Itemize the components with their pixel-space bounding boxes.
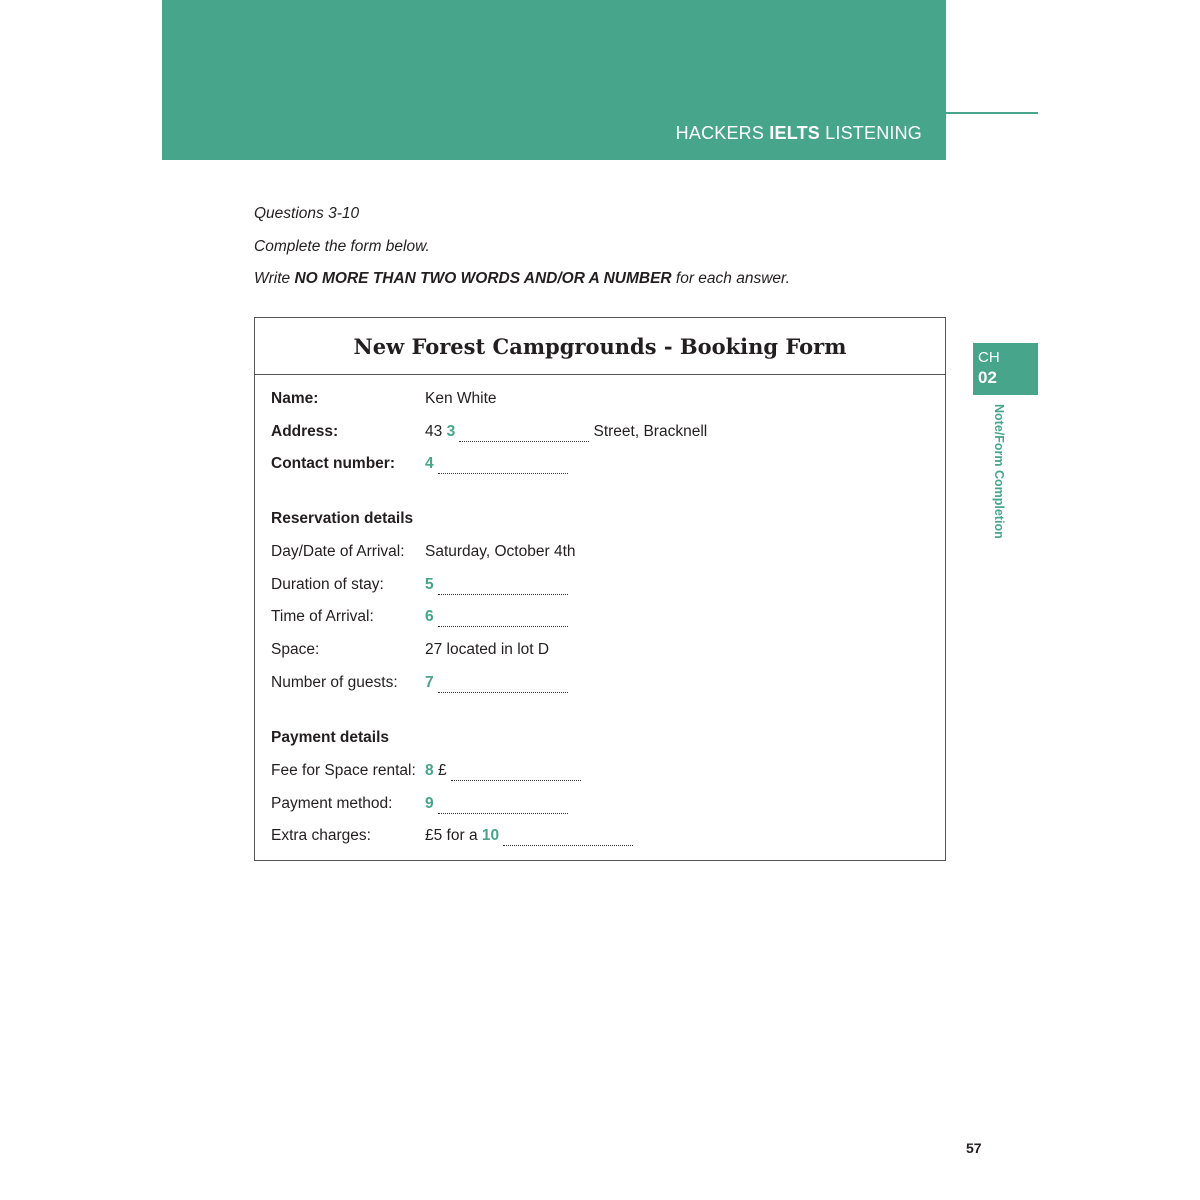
question-number: 7 bbox=[425, 674, 434, 691]
form-header bbox=[255, 318, 945, 375]
task-instruction: Complete the form below. bbox=[254, 237, 430, 255]
reservation-heading: Reservation details bbox=[271, 510, 414, 527]
contact-label: Contact number: bbox=[271, 455, 395, 472]
payment-heading: Payment details bbox=[271, 729, 390, 746]
answer-blank-5[interactable] bbox=[438, 580, 568, 595]
duration-value bbox=[425, 575, 568, 595]
chapter-tab bbox=[973, 343, 1038, 395]
question-number: 9 bbox=[425, 795, 434, 812]
method-value bbox=[425, 794, 568, 814]
answer-blank-9[interactable] bbox=[438, 799, 568, 814]
contact-value bbox=[425, 454, 568, 474]
address-value: 43 3 Street, Bracknell bbox=[425, 423, 708, 440]
space-value: 27 located in lot D bbox=[425, 641, 550, 658]
word-limit-instruction: Write NO MORE THAN TWO WORDS AND/OR A NUMBER for each answer. bbox=[254, 270, 790, 287]
method-label: Payment method: bbox=[271, 795, 393, 812]
arrival-time-label: Time of Arrival: bbox=[271, 608, 374, 625]
answer-blank-4[interactable] bbox=[438, 459, 568, 474]
header-banner bbox=[162, 0, 946, 160]
extra-label: Extra charges: bbox=[271, 827, 371, 844]
name-label: Name: bbox=[271, 390, 319, 407]
arrival-date-value: Saturday, October 4th bbox=[425, 543, 576, 560]
booking-form bbox=[254, 317, 946, 861]
fee-label: Fee for Space rental: bbox=[271, 762, 416, 779]
form-title: New Forest Campgrounds - Booking Form bbox=[353, 333, 847, 359]
address-label: Address: bbox=[271, 423, 339, 440]
answer-blank-6[interactable] bbox=[438, 612, 568, 627]
question-number: 4 bbox=[425, 455, 434, 472]
page-number: 57 bbox=[966, 1140, 982, 1156]
question-number: 5 bbox=[425, 576, 434, 593]
fee-value: 8 £ bbox=[425, 761, 581, 781]
answer-blank-10[interactable] bbox=[503, 831, 633, 846]
duration-label: Duration of stay: bbox=[271, 576, 384, 593]
guests-value bbox=[425, 673, 568, 693]
book-title: HACKERS IELTS LISTENING bbox=[675, 123, 922, 143]
chapter-label: CH bbox=[978, 349, 1000, 366]
arrival-time-value bbox=[425, 607, 568, 627]
chapter-side-label: Note/Form Completion bbox=[992, 404, 1006, 539]
question-range: Questions 3-10 bbox=[254, 205, 360, 222]
chapter-number: 02 bbox=[978, 368, 997, 387]
extra-value: £5 for a 10 bbox=[425, 826, 633, 846]
question-number: 8 bbox=[425, 762, 434, 779]
question-number: 10 bbox=[481, 827, 500, 844]
guests-label: Number of guests: bbox=[271, 674, 398, 691]
name-value: Ken White bbox=[425, 390, 497, 407]
space-label: Space: bbox=[271, 641, 320, 658]
header-rule bbox=[946, 112, 1038, 114]
question-number: 3 bbox=[446, 423, 456, 440]
answer-blank-7[interactable] bbox=[438, 678, 568, 693]
question-number: 6 bbox=[425, 608, 434, 625]
arrival-date-label: Day/Date of Arrival: bbox=[271, 543, 405, 560]
answer-blank-3[interactable] bbox=[459, 427, 589, 442]
answer-blank-8[interactable] bbox=[451, 766, 581, 781]
instructions bbox=[254, 204, 790, 302]
